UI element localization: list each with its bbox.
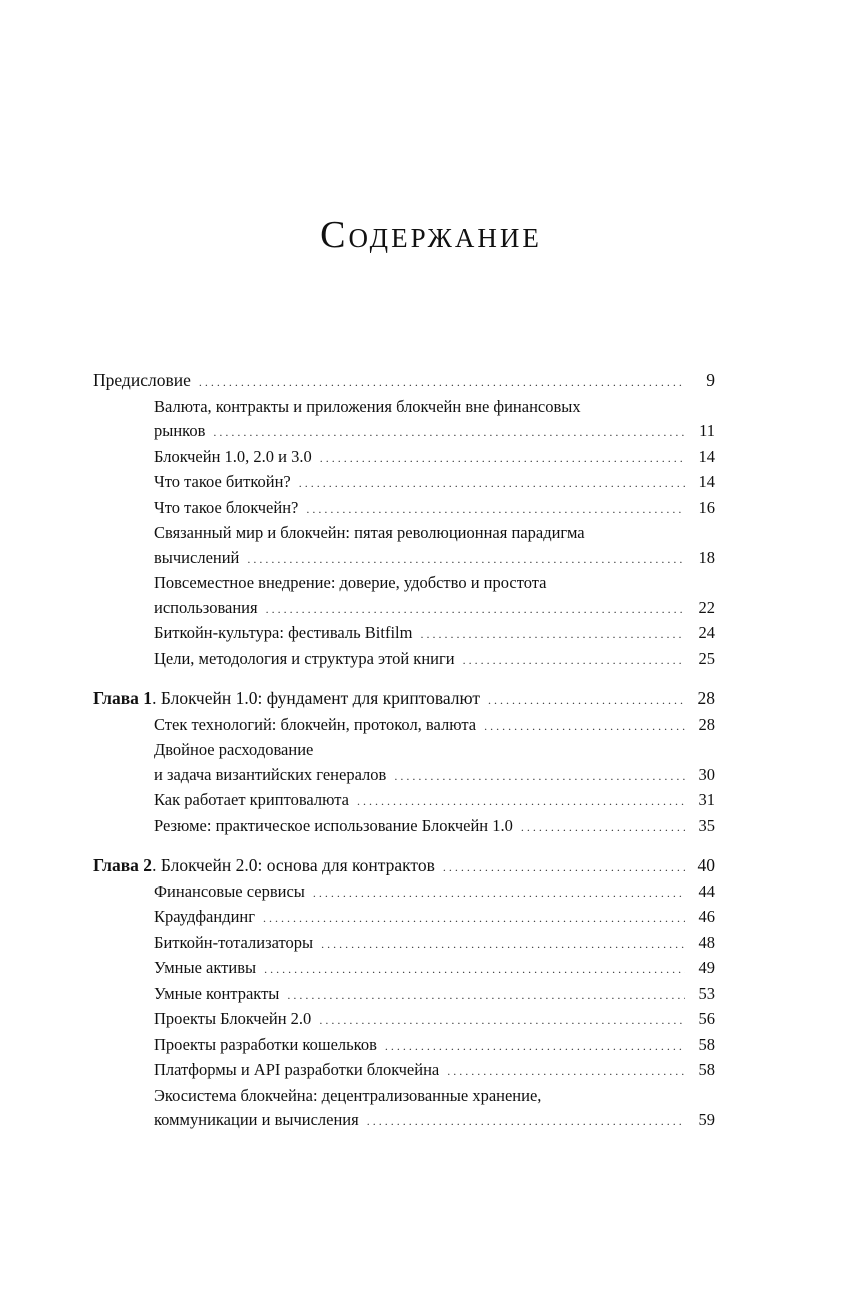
toc-entry[interactable] bbox=[93, 1033, 715, 1059]
toc-page-number: 58 bbox=[698, 1060, 715, 1079]
dot-leader bbox=[306, 497, 685, 522]
toc-entry[interactable] bbox=[93, 905, 715, 931]
page-title: Содержание bbox=[320, 214, 542, 257]
toc-entry-label: рынков bbox=[154, 421, 206, 440]
toc-section-chapter-1 bbox=[93, 686, 715, 839]
toc-entry[interactable] bbox=[93, 445, 715, 471]
dot-leader bbox=[213, 420, 685, 445]
toc-entry-label: Умные контракты bbox=[154, 983, 280, 1003]
toc-entry-preface[interactable] bbox=[93, 368, 715, 395]
toc-page-number: 14 bbox=[698, 446, 715, 466]
toc-entry-label: коммуникации и вычисления bbox=[154, 1110, 359, 1129]
toc-entry[interactable] bbox=[93, 1084, 715, 1134]
dot-leader bbox=[385, 1034, 685, 1059]
dot-leader bbox=[266, 597, 685, 622]
toc-page-number: 44 bbox=[698, 881, 715, 901]
toc-entry-first-line: Валюта, контракты и приложения блокчейн вне финансовых bbox=[154, 396, 581, 416]
dot-leader bbox=[394, 764, 685, 789]
toc-page-number: 59 bbox=[698, 1110, 715, 1129]
toc-page-number: 30 bbox=[698, 764, 715, 784]
toc-entry[interactable] bbox=[93, 814, 715, 840]
toc-page-number: 46 bbox=[698, 907, 715, 926]
toc-page-number: 16 bbox=[698, 497, 715, 517]
toc-entry-first-line: Связанный мир и блокчейн: пятая революционная парадигма bbox=[154, 523, 585, 542]
toc-entry-label: Резюме: практическое использование Блокчейн 1.0 bbox=[154, 815, 513, 835]
dot-leader bbox=[367, 1109, 685, 1134]
toc-entry[interactable] bbox=[93, 1007, 715, 1033]
toc-entry[interactable] bbox=[93, 395, 715, 445]
toc-page-number: 40 bbox=[697, 855, 715, 875]
dot-leader bbox=[263, 906, 685, 931]
toc-entry[interactable] bbox=[93, 880, 715, 906]
dot-leader bbox=[447, 1059, 685, 1084]
chapter-prefix: Глава 2 bbox=[93, 855, 153, 875]
toc-entry[interactable] bbox=[93, 931, 715, 957]
chapter-prefix: Глава 1 bbox=[93, 688, 153, 708]
table-of-contents bbox=[93, 368, 715, 1148]
dot-leader bbox=[484, 714, 685, 739]
toc-entry-label: Блокчейн 1.0, 2.0 и 3.0 bbox=[154, 446, 312, 466]
chapter-title: . Блокчейн 2.0: основа для контрактов bbox=[152, 855, 435, 875]
toc-entry-label: и задача византийских генералов bbox=[154, 764, 387, 784]
toc-entry[interactable] bbox=[93, 571, 715, 621]
toc-entry-label bbox=[93, 853, 435, 878]
toc-entry-first-line: Экосистема блокчейна: децентрализованные хранение, bbox=[154, 1085, 542, 1105]
dot-leader bbox=[420, 622, 685, 647]
dot-leader bbox=[463, 648, 685, 673]
toc-entry[interactable] bbox=[93, 470, 715, 496]
toc-page-number: 9 bbox=[706, 370, 715, 390]
dot-leader bbox=[199, 370, 685, 395]
toc-entry-label bbox=[93, 686, 480, 711]
toc-page-number: 24 bbox=[698, 623, 715, 642]
toc-entry-label: Что такое биткойн? bbox=[154, 472, 291, 491]
toc-page-number: 18 bbox=[698, 547, 715, 567]
toc-entry-chapter-2[interactable] bbox=[93, 853, 715, 880]
toc-entry-label: Умные активы bbox=[154, 958, 257, 977]
toc-entry-label: использования bbox=[154, 597, 258, 617]
dot-leader bbox=[287, 983, 685, 1008]
toc-entry-label: Предисловие bbox=[93, 370, 191, 390]
dot-leader bbox=[321, 932, 685, 957]
toc-page-number: 53 bbox=[698, 983, 715, 1003]
toc-entry-label: Финансовые сервисы bbox=[154, 881, 305, 901]
toc-page-number: 31 bbox=[698, 790, 715, 809]
dot-leader bbox=[313, 881, 685, 906]
toc-page-number: 56 bbox=[698, 1009, 715, 1028]
toc-entry-label: Что такое блокчейн? bbox=[154, 497, 299, 517]
toc-page-number: 22 bbox=[698, 597, 715, 617]
dot-leader bbox=[357, 789, 685, 814]
dot-leader bbox=[521, 815, 685, 840]
toc-entry[interactable] bbox=[93, 521, 715, 571]
toc-entry-first-line: Повсеместное внедрение: доверие, удобство и простота bbox=[154, 573, 547, 592]
toc-page-number: 28 bbox=[697, 688, 715, 708]
toc-entry-label: Цели, методология и структура этой книги bbox=[154, 648, 455, 668]
toc-entry-label: Краудфандинг bbox=[154, 907, 256, 926]
toc-entry-label: Платформы и API разработки блокчейна bbox=[154, 1060, 440, 1079]
toc-entry-label: Биткойн-культура: фестиваль Bitfilm bbox=[154, 623, 413, 642]
toc-section-preface bbox=[93, 368, 715, 672]
toc-entry[interactable] bbox=[93, 621, 715, 647]
toc-entry[interactable] bbox=[93, 738, 715, 788]
dot-leader bbox=[488, 688, 685, 713]
toc-entry-label: вычислений bbox=[154, 547, 240, 567]
toc-entry[interactable] bbox=[93, 647, 715, 673]
toc-entry-label: Как работает криптовалюта bbox=[154, 790, 349, 809]
toc-entry-label: Проекты разработки кошельков bbox=[154, 1034, 377, 1054]
dot-leader bbox=[247, 547, 685, 572]
toc-page-number: 48 bbox=[698, 932, 715, 952]
toc-page-number: 14 bbox=[698, 472, 715, 491]
dot-leader bbox=[443, 855, 685, 880]
toc-page-number: 28 bbox=[698, 714, 715, 734]
toc-entry[interactable] bbox=[93, 713, 715, 739]
toc-section-chapter-2 bbox=[93, 853, 715, 1134]
toc-entry[interactable] bbox=[93, 956, 715, 982]
toc-entry[interactable] bbox=[93, 1058, 715, 1084]
dot-leader bbox=[264, 957, 685, 982]
toc-entry-label: Биткойн-тотализаторы bbox=[154, 932, 314, 952]
toc-page-number: 25 bbox=[698, 648, 715, 668]
toc-entry-chapter-1[interactable] bbox=[93, 686, 715, 713]
toc-page-number: 49 bbox=[698, 958, 715, 977]
toc-entry-first-line: Двойное расходование bbox=[154, 740, 314, 759]
toc-entry[interactable] bbox=[93, 496, 715, 522]
toc-entry-label: Стек технологий: блокчейн, протокол, валюта bbox=[154, 714, 477, 734]
toc-page-number: 35 bbox=[698, 815, 715, 835]
dot-leader bbox=[319, 1008, 685, 1033]
dot-leader bbox=[299, 471, 685, 496]
toc-page-number: 58 bbox=[698, 1034, 715, 1054]
chapter-title: . Блокчейн 1.0: фундамент для криптовалют bbox=[152, 688, 481, 708]
toc-entry[interactable] bbox=[93, 982, 715, 1008]
dot-leader bbox=[320, 446, 685, 471]
toc-entry[interactable] bbox=[93, 788, 715, 814]
toc-page-number: 11 bbox=[699, 421, 715, 440]
toc-entry-label: Проекты Блокчейн 2.0 bbox=[154, 1009, 312, 1028]
